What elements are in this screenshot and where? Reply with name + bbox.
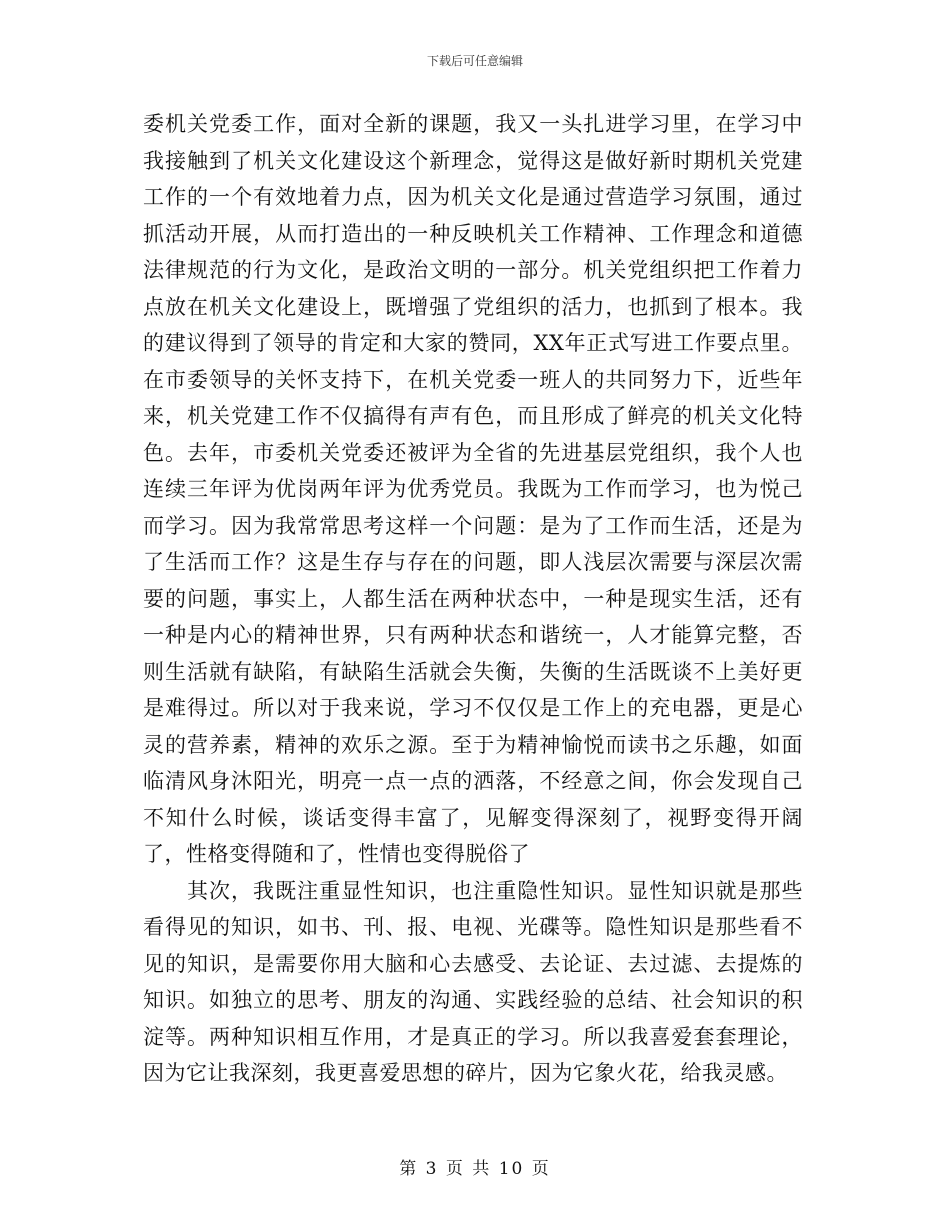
document-body (143, 106, 803, 1092)
page-header-note: 下载后可任意编辑 (426, 54, 523, 68)
paragraph-1: 委机关党委工作，面对全新的课题，我又一头扎进学习里，在学习中我接触到了机关文化建设这个新理念，觉得这是做好新时期机关党建工作的一个有效地着力点，因为机关文化是通过营造学习氛围，通过抓活动开展，从而打造出的一种反映机关工作精神、工作理念和道德法律规范的行为文化，是政治文明的一部分。机关党组织把工作着力点放在机关文化建设上，既增强了党组织的活力，也抓到了根本。我的建议得到了领导的肯定和大家的赞同，XX年正式写进工作要点里。在市委领导的关怀支持下，在机关党委一班人的共同努力下，近些年来，机关党建工作不仅搞得有声有色，而且形成了鲜亮的机关文化特色。去年，市委机关党委还被评为全省的先进基层党组织，我个人也连续三年评为优岗两年评为优秀党员。我既为工作而学习，也为悦己而学习。因为我常常思考这样一个问题：是为了工作而生活，还是为了生活而工作？这是生存与存在的问题，即人浅层次需要与深层次需要的问题，事实上，人都生活在两种状态中，一种是现实生活，还有一种是内心的精神世界，只有两种状态和谐统一，人才能算完整，否则生活就有缺陷，有缺陷生活就会失衡，失衡的生活既谈不上美好更是难得过。所以对于我来说，学习不仅仅是工作上的充电器，更是心灵的营养素，精神的欢乐之源。至于为精神愉悦而读书之乐趣，如面临清风身沐阳光，明亮一点一点的洒落，不经意之间，你会发现自己不知什么时候，谈话变得丰富了，见解变得深刻了，视野变得开阔了，性格变得随和了，性情也变得脱俗了 (143, 112, 803, 866)
page-number: 第 3 页 共 10 页 (399, 1159, 551, 1179)
paragraph-2: 其次，我既注重显性知识，也注重隐性知识。显性知识就是那些看得见的知识，如书、刊、报、电视、光碟等。隐性知识是那些看不见的知识，是需要你用大脑和心去感受、去论证、去过滤、去提炼的知识。如独立的思考、朋友的沟通、实践经验的总结、社会知识的积淀等。两种知识相互作用，才是真正的学习。所以我喜爱套套理论，因为它让我深刻，我更喜爱思想的碎片，因为它象火花，给我灵感。 (143, 878, 803, 1085)
